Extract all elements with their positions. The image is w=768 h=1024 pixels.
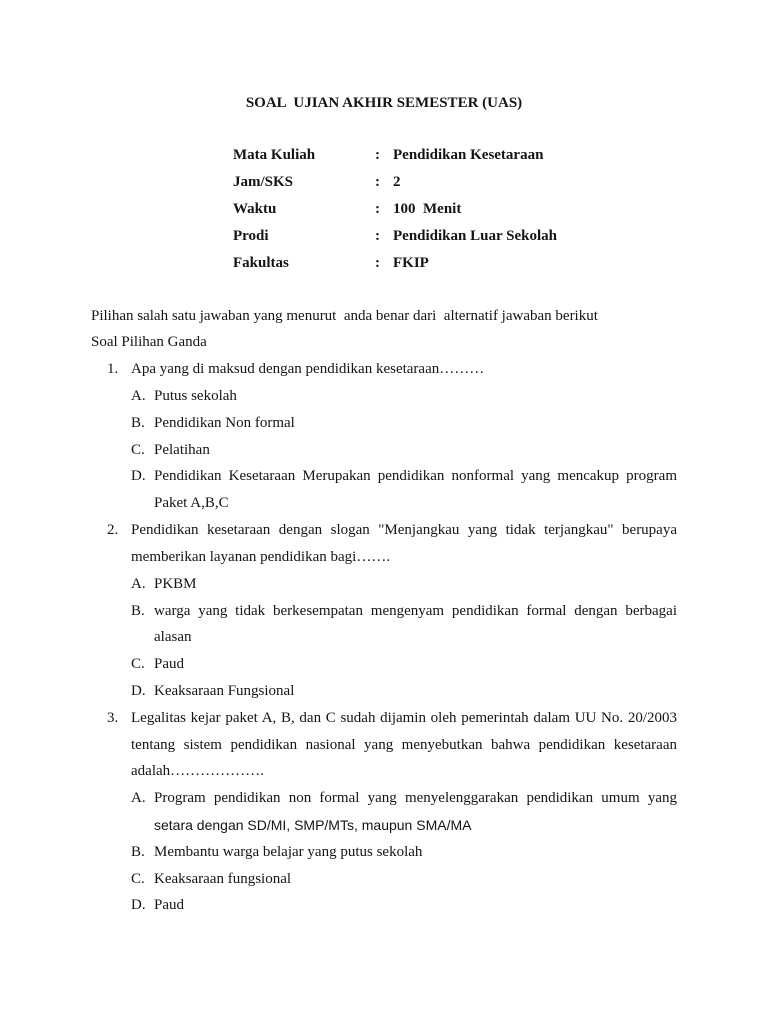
exam-body xyxy=(91,303,677,920)
info-colon: : xyxy=(375,254,380,271)
option-text: PKBM xyxy=(154,575,197,592)
question-3 xyxy=(91,705,677,920)
info-value-program: Pendidikan Luar Sekolah xyxy=(393,227,557,244)
option-letter: C. xyxy=(131,441,145,458)
question-3-text: tentang sistem pendidikan nasional yang menyebutkan bahwa pendidikan kesetaraan xyxy=(131,736,677,753)
option-2a xyxy=(131,571,677,598)
question-2-text: memberikan layanan pendidikan bagi……. xyxy=(131,548,391,565)
option-letter: B. xyxy=(131,414,145,431)
question-1-text: Apa yang di maksud dengan pendidikan kesetaraan……… xyxy=(131,361,485,378)
option-letter: C. xyxy=(131,870,145,887)
info-row-faculty xyxy=(233,250,633,277)
info-label-course: Mata Kuliah xyxy=(233,146,316,163)
option-letter: B. xyxy=(131,602,145,619)
question-2-number: 2. xyxy=(107,522,119,539)
option-3c xyxy=(131,866,677,893)
info-value-credits: 2 xyxy=(393,173,401,190)
option-letter: D. xyxy=(131,897,146,914)
info-row-time xyxy=(233,196,633,223)
option-text: setara dengan SD/MI, SMP/MTs, maupun SMA/MA xyxy=(154,817,472,834)
option-text: Program pendidikan non formal yang menyelenggarakan pendidikan umum yang xyxy=(154,790,677,807)
question-1-number: 1. xyxy=(107,361,119,378)
info-value-course: Pendidikan Kesetaraan xyxy=(393,146,544,163)
option-2c xyxy=(131,651,677,678)
info-value-faculty: FKIP xyxy=(393,254,429,271)
option-text: Paud xyxy=(154,656,184,673)
option-1a xyxy=(131,383,677,410)
option-text: Paket A,B,C xyxy=(154,495,229,512)
info-value-time: 100 Menit xyxy=(393,200,462,217)
option-text: alasan xyxy=(154,629,192,646)
option-letter: A. xyxy=(131,575,146,592)
instruction-text: Pilihan salah satu jawaban yang menurut anda benar dari alternatif jawaban berikut xyxy=(91,307,598,324)
info-colon: : xyxy=(375,227,380,244)
info-colon: : xyxy=(375,200,380,217)
option-3b xyxy=(131,839,677,866)
info-colon: : xyxy=(375,173,380,190)
question-3-text: Legalitas kejar paket A, B, dan C sudah dijamin oleh pemerintah dalam UU No. 20/2003 xyxy=(131,709,677,726)
question-1 xyxy=(91,356,677,517)
info-row-program xyxy=(233,223,633,250)
option-letter: B. xyxy=(131,843,145,860)
course-info-table xyxy=(233,142,633,277)
question-2 xyxy=(91,517,677,705)
question-3-number: 3. xyxy=(107,709,119,726)
option-letter: D. xyxy=(131,468,146,485)
info-row-course xyxy=(233,142,633,169)
option-text: Pendidikan Kesetaraan Merupakan pendidikan nonformal yang mencakup program xyxy=(154,468,677,485)
option-1b xyxy=(131,410,677,437)
option-letter: D. xyxy=(131,682,146,699)
option-letter: A. xyxy=(131,388,146,405)
option-1d xyxy=(131,463,677,517)
option-1c xyxy=(131,437,677,464)
option-3d xyxy=(131,892,677,919)
option-text: Keaksaraan fungsional xyxy=(154,870,292,887)
option-text: warga yang tidak berkesempatan mengenyam pendidikan formal dengan berbagai xyxy=(154,602,677,619)
option-2b xyxy=(131,598,677,652)
option-2d xyxy=(131,678,677,705)
question-2-text: Pendidikan kesetaraan dengan slogan "Menjangkau yang tidak terjangkau" berupaya xyxy=(131,522,677,539)
option-text: Keaksaraan Fungsional xyxy=(154,682,295,699)
info-label-time: Waktu xyxy=(233,200,277,217)
option-letter: C. xyxy=(131,656,145,673)
exam-title: SOAL UJIAN AKHIR SEMESTER (UAS) xyxy=(245,94,523,111)
option-text: Pendidikan Non formal xyxy=(154,414,295,431)
option-text: Pelatihan xyxy=(154,441,210,458)
option-3a xyxy=(131,785,677,839)
option-text: Paud xyxy=(154,897,184,914)
option-text: Putus sekolah xyxy=(154,388,237,405)
section-title: Soal Pilihan Ganda xyxy=(91,334,207,351)
option-text: Membantu warga belajar yang putus sekolah xyxy=(154,843,423,860)
question-3-text: adalah………………. xyxy=(131,763,264,780)
info-colon: : xyxy=(375,146,380,163)
option-letter: A. xyxy=(131,790,146,807)
info-label-credits: Jam/SKS xyxy=(233,173,294,190)
info-label-faculty: Fakultas xyxy=(233,254,289,271)
info-label-program: Prodi xyxy=(233,227,269,244)
info-row-credits xyxy=(233,169,633,196)
